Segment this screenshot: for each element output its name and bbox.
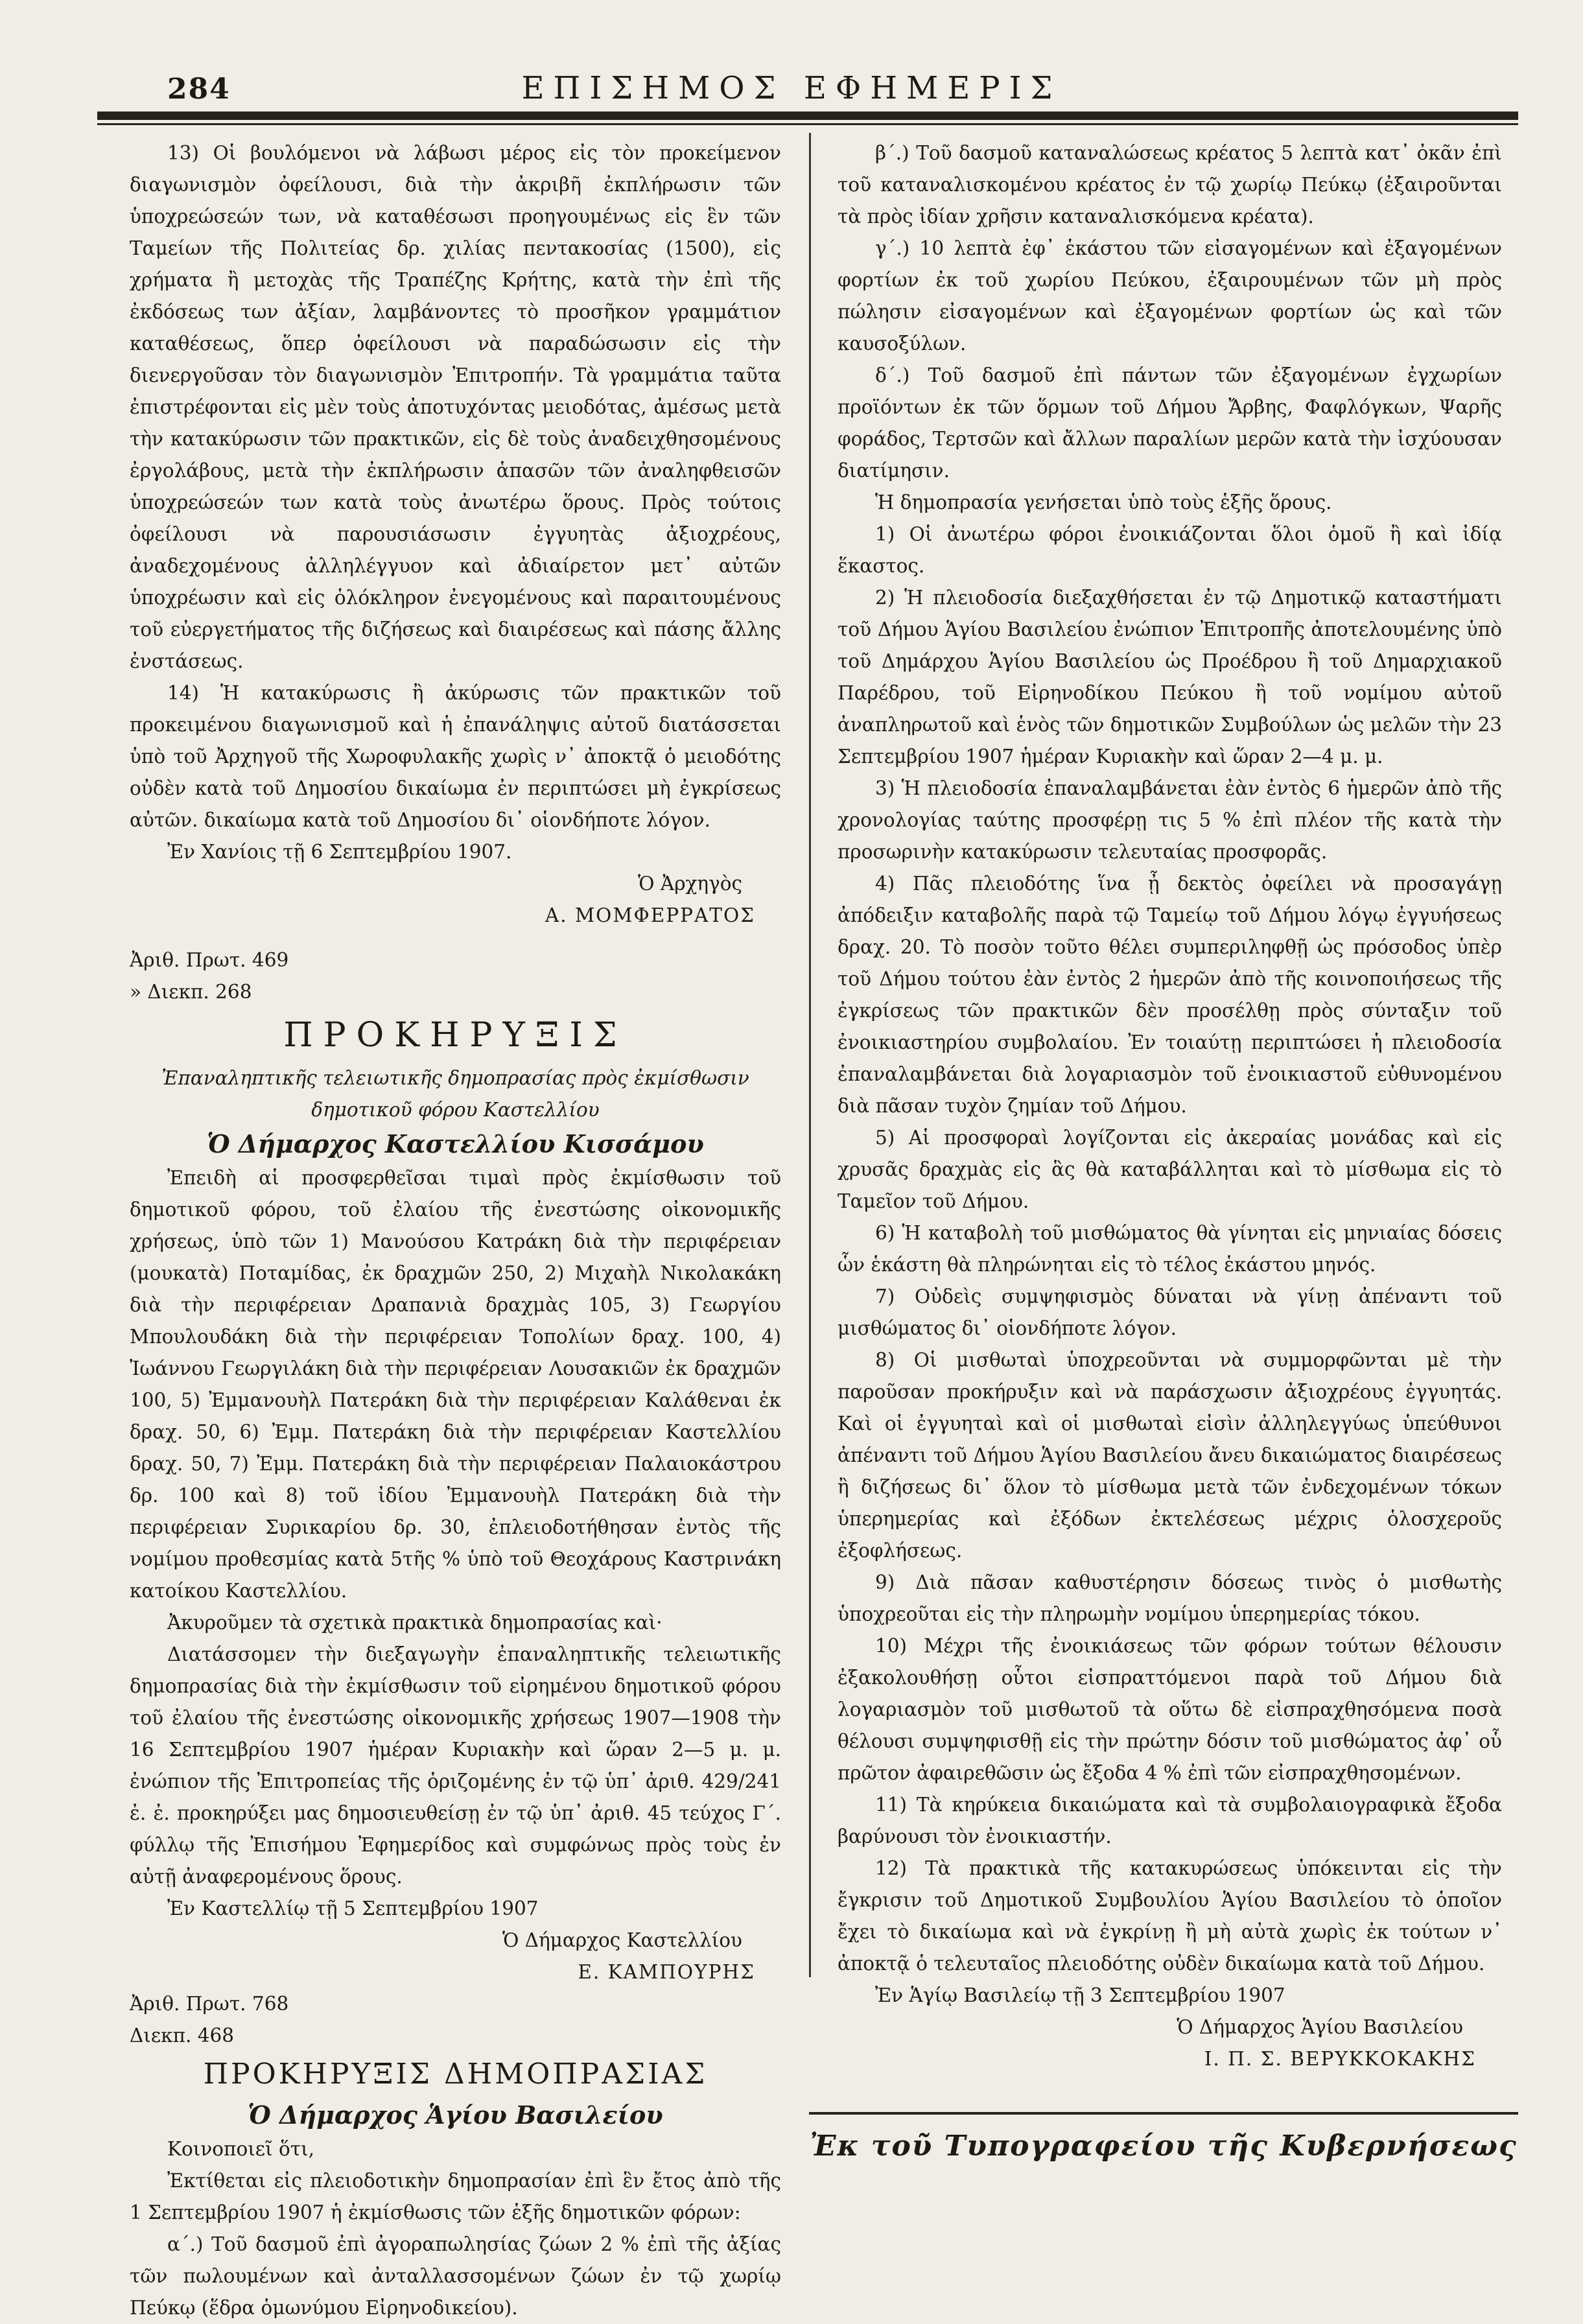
notice-paragraph: Ἀκυροῦμεν τὰ σχετικὰ πρακτικὰ δημοπρασίας καὶ· — [167, 1612, 663, 1634]
term-item: 10) Μέχρι τῆς ἐνοικιάσεως τῶν φόρων τούτων θέλουσιν ἐξακολουθήσῃ οὗτοι εἰσπραττόμενοι παρὰ τοῦ Δήμου διὰ λογαριασμὸν τοῦ μισθωτοῦ τὰ οὕτω δὲ εἰσπραχθησόμενα ποσὰ θέλουσι συμψηφισθῇ εἰς τὴν πρώτην δόσιν τοῦ μισθώματος ἀφ᾽ οὗ πρῶτον ἀφαιρεθῶσιν ὡς ἔξοδα 4 % ἐπὶ τῶν εἰσπραχθησομένων. — [838, 1635, 1502, 1784]
notice-paragraph: Ἐπειδὴ αἱ προσφερθεῖσαι τιμαὶ πρὸς ἐκμίσθωσιν τοῦ δημοτικοῦ φόρου, τοῦ ἐλαίου τῆς ἐνεστώσης οἰκονομικῆς χρήσεως, ὑπὸ τῶν 1) Μανούσου Κατράκη διὰ τὴν περιφέρειαν (μουκατὰ) Ποταμίδας, ἐκ δραχμῶν 250, 2) Μιχαὴλ Νικολακάκη διὰ τὴν περιφέρειαν Δραπανιὰ δραχμὰς 105, 3) Γεωργίου Μπουλουδάκη διὰ τὴν περιφέρειαν Τοπολίων δραχ. 100, 4) Ἰωάννου Γεωργιλάκη διὰ τὴν περιφέρειαν Λουσακιῶν ἐκ δραχμῶν 100, 5) Ἐμμανουὴλ Πατεράκη διὰ τὴν περιφέρειαν Καλάθεναι ἐκ δραχ. 50, 6) Ἐμμ. Πατεράκη διὰ τὴν περιφέρειαν Καστελλίου δραχ. 50, 7) Ἐμμ. Πατεράκη διὰ τὴν περιφέρειαν Παλαιοκάστρου δρ. 100 καὶ 8) τοῦ ἰδίου Ἐμμανουὴλ Πατεράκη διὰ τὴν περιφέρειαν Συρικαρίου δρ. 30, ἐπλειοδοτήθησαν ἐντὸς τῆς νομίμου προθεσμίας κατὰ 5τῆς % ὑπὸ τοῦ Θεοχάρους Καστρινάκη κατοίκου Καστελλίου. — [130, 1167, 781, 1602]
term-item: 3) Ἡ πλειοδοσία ἐπαναλαμβάνεται ἐὰν ἐντὸς 6 ἡμερῶν ἀπὸ τῆς χρονολογίας ταύτης προσφέρῃ τις 5 % ἐπὶ πλέον τῆς κατὰ τὴν προσωρινὴν κατακύρωσιν τελευταίας προσφορᾶς. — [838, 777, 1502, 863]
tax-item: β΄.) Τοῦ δασμοῦ καταναλώσεως κρέατος 5 λεπτὰ κατ᾽ ὀκᾶν ἐπὶ τοῦ καταναλισκομένου κρέατος ἐν τῷ χωρίῳ Πεύκῳ (ἐξαιροῦνται τὰ πρὸς ἰδίαν χρῆσιν καταναλισκόμενα κρέατα). — [838, 142, 1502, 228]
term-item: 1) Οἱ ἀνωτέρω φόροι ἐνοικιάζονται ὅλοι ὁμοῦ ἢ καὶ ἰδίᾳ ἕκαστος. — [838, 523, 1502, 577]
signatory-name: Ε. ΚΑΜΠΟΥΡΗΣ — [578, 1961, 755, 1983]
protocol-number: Ἀριθ. Πρωτ. 469 — [130, 949, 289, 971]
signatory-title: Ὁ Δήμαρχος Καστελλίου — [502, 1929, 742, 1951]
running-title: ΕΠΙΣΗΜΟΣ ΕΦΗΜΕΡΙΣ — [521, 70, 1062, 106]
notice-paragraph: Κοινοποιεῖ ὅτι, — [167, 2138, 315, 2160]
signatory-name: Α. ΜΟΜΦΕΡΡΑΤΟΣ — [545, 904, 755, 926]
printer-imprint: Ἐκ τοῦ Τυπογραφείου τῆς Κυβερνήσεως — [810, 2130, 1518, 2163]
tax-item: δ΄.) Τοῦ δασμοῦ ἐπὶ πάντων τῶν ἐξαγομένων ἐγχωρίων προϊόντων ἐκ τῶν ὅρμων τοῦ Δήμου Ἄρβης, Φαφλόγκων, Ψαρῆς φοράδος, Τερτσῶν καὶ ἄλλων παραλίων μερῶν κατὰ τὴν ἰσχύουσαν διατίμησιν. — [838, 364, 1502, 482]
header-rule-thick — [97, 112, 1518, 120]
notice-subtitle: Ἐπαναληπτικῆς τελειωτικῆς δημοπρασίας πρὸς ἐκμίσθωσιν δημοτικοῦ φόρου Καστελλίου — [161, 1067, 749, 1121]
header-rule-thin — [97, 123, 1518, 125]
left-column — [130, 137, 781, 2324]
right-column — [838, 137, 1502, 2075]
dispatch-number: » Διεκπ. 268 — [130, 981, 252, 1003]
term-item: 11) Τὰ κηρύκεια δικαιώματα καὶ τὰ συμβολαιογραφικὰ ἔξοδα βαρύνουσι τὸν ἐνοικιαστήν. — [838, 1794, 1502, 1848]
signatory-name: Ι. Π. Σ. ΒΕΡΥΚΚΟΚΑΚΗΣ — [1204, 2048, 1476, 2070]
term-item: 6) Ἡ καταβολὴ τοῦ μισθώματος θὰ γίνηται εἰς μηνιαίας δόσεις ὧν ἑκάστη θὰ πληρώνηται εἰς τὸ τέλος ἑκάστου μηνός. — [838, 1222, 1502, 1276]
term-item: 5) Αἱ προσφοραὶ λογίζονται εἰς ἀκεραίας μονάδας καὶ εἰς χρυσᾶς δραχμὰς εἰς ἃς θὰ καταβάλληται καὶ τὸ μίσθωμα εἰς τὸ Ταμεῖον τοῦ Δήμου. — [838, 1127, 1502, 1212]
column-divider — [809, 133, 811, 1977]
term-item: 9) Διὰ πᾶσαν καθυστέρησιν δόσεως τινὸς ὁ μισθωτὴς ὑποχρεοῦται εἰς τὴν πληρωμὴν νομίμου ὑπερημερίας τόκου. — [838, 1571, 1502, 1625]
footer-rule — [809, 2112, 1518, 2115]
dispatch-number: Διεκπ. 468 — [130, 2025, 235, 2047]
notice-paragraph: Ἐκτίθεται εἰς πλειοδοτικὴν δημοπρασίαν ἐπὶ ἓν ἔτος ἀπὸ τῆς 1 Σεπτεμβρίου 1907 ἡ ἐκμίσθωσις τῶν ἑξῆς δημοτικῶν φόρων: — [130, 2170, 781, 2224]
term-item: 8) Οἱ μισθωταὶ ὑποχρεοῦνται νὰ συμμορφῶνται μὲ τὴν παροῦσαν προκήρυξιν καὶ νὰ παράσχωσιν ἀξιοχρέους ἐγγυητάς. Καὶ οἱ ἐγγυηταὶ καὶ οἱ μισθωταὶ εἰσὶν ἀλληλεγγύως ὑπεύθυνοι ἀπέναντι τοῦ Δήμου Ἁγίου Βασιλείου ἄνευ δικαιώματος διαιρέσεως ἢ διζήσεως δι᾽ ὅλον τὸ μίσθωμα μετὰ τῶν ἐνδεχομένων τόκων ὑπερημερίας καὶ ἐξόδων ἐκτελέσεως μέχρις ὁλοσχεροῦς ἐξοφλήσεως. — [838, 1349, 1502, 1562]
term-item: 2) Ἡ πλειοδοσία διεξαχθήσεται ἐν τῷ Δημοτικῷ καταστήματι τοῦ Δήμου Ἁγίου Βασιλείου ἐνώπιον Ἐπιτροπῆς ἀποτελουμένης ὑπὸ τοῦ Δημάρχου Ἁγίου Βασιλείου ὡς Προέδρου ἢ τοῦ Δημαρχιακοῦ Παρέδρου, τοῦ Εἰρηνοδίκου Πεύκου ἢ τοῦ νομίμου αὐτοῦ ἀναπληρωτοῦ καὶ ἑνὸς τῶν δημοτικῶν Συμβούλων ὡς μελῶν τὴν 23 Σεπτεμβρίου 1907 ἡμέραν Κυριακὴν καὶ ὥραν 2—4 μ. μ. — [838, 587, 1502, 768]
notice-issuer: Ὁ Δήμαρχος Ἁγίου Βασιλείου — [248, 2100, 663, 2130]
date-line: Ἐν Χανίοις τῇ 6 Σεπτεμβρίου 1907. — [167, 841, 512, 863]
term-item: 12) Τὰ πρακτικὰ τῆς κατακυρώσεως ὑπόκεινται εἰς τὴν ἔγκρισιν τοῦ Δημοτικοῦ Συμβουλίου Ἁγίου Βασιλείου τὸ ὁποῖον ἔχει τὸ δικαίωμα καὶ νὰ ἐγκρίνῃ ἢ μὴ αὐτὰ χωρὶς ἐκ τούτων ν᾽ ἀποκτᾷ ὁ τελευταῖος πλειοδότης οὐδὲν δικαίωμα κατὰ τοῦ Δήμου. — [838, 1857, 1502, 1975]
date-line: Ἐν Καστελλίῳ τῇ 5 Σεπτεμβρίου 1907 — [167, 1897, 539, 1919]
notice-issuer: Ὁ Δήμαρχος Καστελλίου Κισσάμου — [207, 1129, 704, 1158]
paragraph-14: 14) Ἡ κατακύρωσις ἢ ἀκύρωσις τῶν πρακτικῶν τοῦ προκειμένου διαγωνισμοῦ καὶ ἡ ἐπανάληψις αὐτοῦ διατάσσεται ὑπὸ τοῦ Ἀρχηγοῦ τῆς Χωροφυλακῆς χωρὶς ν᾽ ἀποκτᾷ ὁ μειοδότης οὐδὲν κατὰ τοῦ Δημοσίου δικαίωμα ἐν περιπτώσει μὴ ἐγκρίσεως αὐτῶν. δικαίωμα κατὰ τοῦ Δημοσίου δι᾽ οἱονδήποτε λόγον. — [130, 682, 781, 831]
term-item: 7) Οὐδεὶς συμψηφισμὸς δύναται νὰ γίνῃ ἀπέναντι τοῦ μισθώματος δι᾽ οἱονδήποτε λόγον. — [838, 1285, 1502, 1339]
protocol-number: Ἀριθ. Πρωτ. 768 — [130, 1993, 289, 2015]
date-line: Ἐν Ἁγίῳ Βασιλείῳ τῇ 3 Σεπτεμβρίου 1907 — [875, 1984, 1285, 2006]
term-item: 4) Πᾶς πλειοδότης ἵνα ᾖ δεκτὸς ὀφείλει νὰ προσαγάγῃ ἀπόδειξιν καταβολῆς παρὰ τῷ Ταμείῳ τοῦ Δήμου λόγῳ ἐγγυήσεως δραχ. 20. Τὸ ποσὸν τοῦτο θέλει συμπεριληφθῇ ὡς πρόσοδος ὑπὲρ τοῦ Δήμου τούτου ἐὰν ἐντὸς 2 ἡμερῶν ἀπὸ τῆς κοινοποιήσεως τῆς ἐγκρίσεως τῶν πρακτικῶν δὲν προσέλθῃ πρὸς σύνταξιν τοῦ ἐνοικιαστηρίου συμβολαίου. Ἐν τοιαύτῃ περιπτώσει ἡ πλειοδοσία ἐπαναλαμβάνεται διὰ λογαριασμὸν τοῦ ἐνοικιαστοῦ εὐθυνομένου διὰ πᾶσαν τυχὸν ζημίαν τοῦ Δήμου. — [838, 873, 1502, 1117]
notice-heading: ΠΡΟΚΗΡΥΞΙΣ — [283, 1016, 627, 1055]
signatory-title: Ὁ Δήμαρχος Ἁγίου Βασιλείου — [1177, 2016, 1463, 2038]
notice-paragraph: α΄.) Τοῦ δασμοῦ ἐπὶ ἀγοραπωλησίας ζώων 2 % ἐπὶ τῆς ἀξίας τῶν πωλουμένων καὶ ἀνταλλασσομένων ζώων ἐν τῷ χωρίῳ Πεύκῳ (ἕδρα ὁμωνύμου Εἰρηνοδικείου). — [130, 2233, 781, 2319]
paragraph-13: 13) Οἱ βουλόμενοι νὰ λάβωσι μέρος εἰς τὸν προκείμενον διαγωνισμὸν ὀφείλουσι, διὰ τὴν ἀκριβῆ ἐκπλήρωσιν τῶν ὑποχρεώσεών των, νὰ καταθέσωσι προηγουμένως εἰς ἓν τῶν Ταμείων τῆς Πολιτείας δρ. χιλίας πεντακοσίας (1500), εἰς χρήματα ἢ μετοχὰς τῆς Τραπέζης Κρήτης, κατὰ τὴν ἐπὶ τῆς ἐκδόσεως των ἀξίαν, λαμβάνοντες τὸ προσῆκον γραμμάτιον καταθέσεως, ὅπερ ὀφείλουσι νὰ παραδώσωσιν εἰς τὴν διενεργοῦσαν τὸν διαγωνισμὸν Ἐπιτροπήν. Τὰ γραμμάτια ταῦτα ἐπιστρέφονται εἰς μὲν τοὺς ἀποτυχόντας μειοδότας, ἀμέσως μετὰ τὴν κατακύρωσιν τῶν πρακτικῶν, εἰς δὲ τοὺς ἀναδειχθησομένους ἐργολάβους, μετὰ τὴν ἐκπλήρωσιν ἁπασῶν τῶν ἀναληφθεισῶν ὑποχρεώσεών των κατὰ τοὺς ἀνωτέρω ὅρους. Πρὸς τούτοις ὀφείλουσι νὰ παρουσιάσωσιν ἐγγυητὰς ἀξιοχρέους, ἀναδεχομένους ἀλληλέγγυον καὶ ἀδιαίρετον μετ᾽ αὐτῶν ὑποχρέωσιν καὶ εἰς ὁλόκληρον ἐνεγομένους καὶ παραιτουμένους τοῦ εὐεργετήματος τῆς διζήσεως καὶ διαιρέσεως καὶ πάσης ἄλλης ἐνστάσεως. — [130, 142, 781, 672]
notice-paragraph: Διατάσσομεν τὴν διεξαγωγὴν ἐπαναληπτικῆς τελειωτικῆς δημοπρασίας διὰ τὴν ἐκμίσθωσιν τοῦ εἰρημένου δημοτικοῦ φόρου τοῦ ἐλαίου τῆς ἐνεστώσης οἰκονομικῆς χρήσεως 1907—1908 τὴν 16 Σεπτεμβρίου 1907 ἡμέραν Κυριακὴν καὶ ὥραν 2—5 μ. μ. ἐνώπιον τῆς Ἐπιτροπείας τῆς ὁριζομένης ἐν τῷ ὑπ᾽ ἀριθ. 429/241 ἐ. ἐ. προκηρύξει μας δημοσιευθείσῃ ἐν τῷ ὑπ᾽ ἀριθ. 45 τεύχος Γ΄. φύλλῳ τῆς Ἐπισήμου Ἐφημερίδος καὶ συμφώνως πρὸς τοὺς ἐν αὐτῇ ἀναφερομένους ὅρους. — [130, 1643, 781, 1888]
terms-intro: Ἡ δημοπρασία γενήσεται ὑπὸ τοὺς ἑξῆς ὅρους. — [875, 491, 1332, 513]
notice-heading: ΠΡΟΚΗΡΥΞΙΣ ΔΗΜΟΠΡΑΣΙΑΣ — [203, 2058, 708, 2091]
tax-item: γ΄.) 10 λεπτὰ ἐφ᾽ ἑκάστου τῶν εἰσαγομένων καὶ ἐξαγομένων φορτίων ἐκ τοῦ χωρίου Πεύκου, ἐξαιρουμένων τῶν μὴ πρὸς πώλησιν εἰσαγομένων καὶ ἐξαγομένων φορτίων ὡς καὶ τῶν καυσοξύλων. — [838, 237, 1502, 355]
signatory-title: Ὁ Ἀρχηγὸς — [638, 873, 742, 895]
page-number: 284 — [167, 73, 231, 106]
